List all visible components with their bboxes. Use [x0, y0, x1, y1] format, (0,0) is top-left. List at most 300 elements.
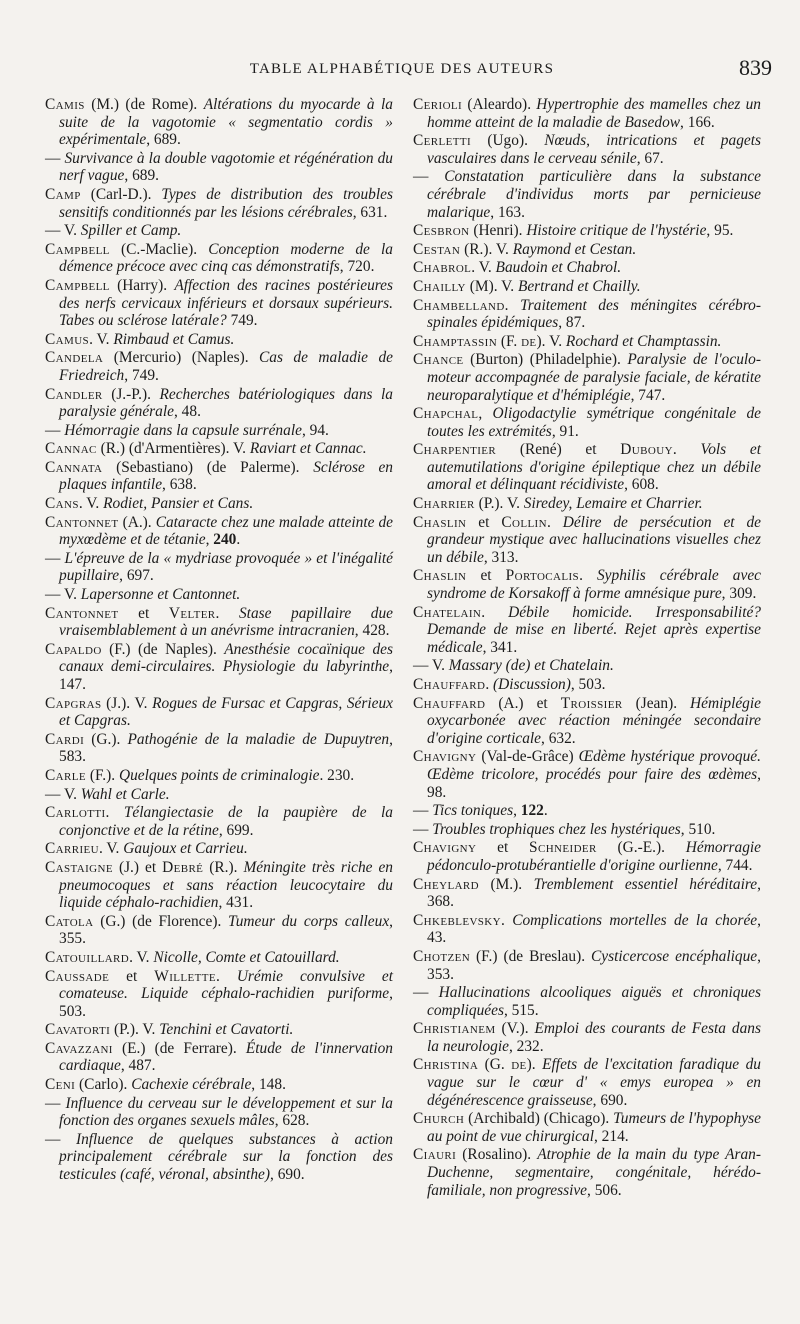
entry-text: (Mercurio) (Naples). [103, 349, 260, 367]
author-name: Castaigne [45, 858, 113, 876]
entry-text: , 749. [124, 366, 159, 384]
index-entry [413, 657, 761, 675]
index-entry [413, 821, 761, 839]
entry-text: , 690. [270, 1166, 305, 1184]
index-entry [413, 748, 761, 801]
index-entry [45, 605, 393, 640]
author-name: Catola [45, 912, 94, 930]
index-entry [413, 441, 761, 494]
author-name: Carlotti [45, 804, 106, 822]
entry-text: , 720. [339, 258, 375, 276]
article-title: Histoire critique de l'hystérie [526, 222, 707, 240]
article-title: Quelques points de criminalogie [118, 766, 320, 784]
index-entry [413, 241, 761, 259]
entry-text: (Henri). [469, 222, 527, 240]
entry-text: (R.). V. [460, 240, 513, 258]
entry-text: . V. [89, 330, 114, 348]
entry-text: , 510. [680, 820, 716, 838]
entry-text: (Carlo). [75, 1076, 132, 1094]
index-entry [45, 840, 393, 858]
index-entry [413, 1056, 761, 1109]
entry-text: , 341. [482, 638, 518, 656]
entry-text: . V. [471, 259, 496, 277]
article-title: Paralysie de l'oculo-moteur accompagnée de paralysie faciale, de kératite neuroparalytique et d'hémiplégie [427, 351, 761, 404]
index-entry [45, 96, 393, 149]
entry-text: . V. [129, 948, 154, 966]
article-title: Effets de l'excitation faradique du vague sur le cœur d' « emys europea » en dégénérescence graisseuse [427, 1056, 761, 1109]
entry-text: ). [526, 1056, 543, 1074]
index-column-right [413, 96, 761, 1200]
entry-text: . [546, 513, 563, 531]
entry-text: et [476, 839, 530, 857]
entry-text: , 309. [721, 585, 757, 603]
entry-text: — [45, 1094, 66, 1112]
article-title: Hémorragie dans la capsule surrénale [64, 421, 302, 439]
article-title: Étude de l'innervation cardiaque [59, 1039, 393, 1075]
index-entry [45, 514, 393, 549]
index-entry [45, 731, 393, 766]
entry-text: . [543, 802, 548, 820]
entry-text: et [118, 604, 169, 622]
article-title: Bertrand et Chailly. [517, 277, 641, 295]
index-entry [45, 241, 393, 276]
entry-text: (G.-E.). [596, 839, 686, 857]
author-name: Capgras [45, 694, 102, 712]
article-title: Télangiectasie de la paupière de la conjonctive et de la rétine [59, 804, 393, 839]
author-name: Christianem [413, 1020, 496, 1038]
article-title: Vols et autemutilations d'origine épileptique chez un débile amoral et délinquant récidiviste [427, 441, 761, 494]
author-name: Chaslin [413, 567, 467, 585]
author-name: Cantonnet [45, 604, 119, 622]
entry-text: , [478, 405, 493, 423]
author-name: Church [413, 1110, 465, 1128]
article-title: Pathogénie de la maladie de Dupuytren [127, 730, 390, 748]
entry-text: 749. [226, 312, 258, 330]
entry-text: . [672, 441, 701, 459]
entry-text: (Carl-D.). [80, 185, 162, 203]
article-title: Hypertrophie des mamelles chez un homme atteint de la maladie de Basedow [427, 96, 761, 131]
index-entry [45, 277, 393, 330]
index-entry [413, 984, 761, 1019]
entry-text: (Burton) (Philadelphie). [463, 351, 628, 369]
entry-text: — [45, 549, 65, 567]
article-title: Délire de persécution et de grandeur mystique avec hallucinations visuelles chez un débile [427, 513, 762, 566]
entry-text: (Ugo). [471, 132, 545, 150]
entry-text: (Val-de-Grâce) [476, 748, 579, 766]
index-entry [413, 604, 761, 657]
entry-text: , 506. [587, 1181, 622, 1199]
entry-text: et [466, 567, 506, 585]
index-entry [413, 351, 761, 404]
index-entry [45, 968, 393, 1021]
entry-text: (G.). [84, 730, 128, 748]
author-name: de [511, 1056, 527, 1074]
entry-text: , 428. [354, 622, 390, 640]
author-name: Willette [154, 967, 216, 985]
article-title: Rochard et Champtassin. [565, 332, 722, 350]
article-title: Traitement des méningites cérébro-spinales épidémiques [427, 296, 761, 332]
index-entry [413, 567, 761, 602]
index-entry [45, 331, 393, 349]
article-title: Tumeurs de l'hypophyse au point de vue chirurgical [427, 1110, 761, 1145]
article-title: Sclérose en plaques infantile [59, 458, 393, 494]
entry-text: , 744. [717, 856, 753, 874]
author-name: Schneider [529, 839, 597, 857]
author-name: Ciauri [413, 1146, 457, 1164]
article-title: Types de distribution des troubles sensitifs conditionnés par les lésions cérébrales [59, 185, 393, 221]
entry-text: (G.) (de Florence). [93, 912, 228, 930]
article-title: Lapersonne et Cantonnet. [80, 586, 241, 604]
entry-text: (G. [478, 1056, 512, 1074]
entry-text: , 368. [427, 875, 761, 911]
author-name: Ceni [45, 1076, 76, 1094]
entry-text: — [413, 802, 433, 820]
entry-text: (F.) (de Breslau). [470, 947, 592, 965]
author-name: Dubouy [620, 441, 673, 459]
entry-text: , 95. [706, 222, 734, 240]
entry-text: (M.) (de Rome). [84, 96, 204, 113]
entry-text: , 628. [274, 1112, 310, 1130]
author-name: Cavatorti [45, 1021, 111, 1039]
entry-text: . [215, 604, 239, 622]
author-name: Chkeblevsky [413, 911, 501, 929]
index-entry [45, 695, 393, 730]
index-entry [45, 186, 393, 221]
entry-text: . [236, 531, 241, 549]
article-title: (Discussion) [493, 676, 571, 693]
article-title: Emploi des courants de Festa dans la neurologie [427, 1020, 761, 1055]
entry-text: (R.) (d'Armentières). V. [96, 440, 250, 458]
entry-text: — V. [45, 586, 81, 604]
article-title: Débile homicide. Irresponsabilité? Demande de mise en liberté. Rejet après expertise médicale [427, 603, 761, 656]
entry-text: . [105, 804, 124, 822]
article-title: Cachexie cérébrale [131, 1076, 252, 1094]
index-entry [413, 912, 761, 947]
entry-text: ). V. [536, 332, 566, 350]
author-name: Cheylard [413, 875, 480, 893]
entry-text: (F.). [86, 766, 119, 784]
article-title: Gaujoux et Carrieu. [123, 840, 248, 858]
entry-text: (Harry). [109, 276, 175, 294]
author-name: Cavazzani [45, 1039, 113, 1057]
page-number: 839 [739, 55, 772, 80]
author-name: Chauffard [413, 694, 486, 712]
index-entry [45, 767, 393, 785]
article-title: Hémiplégie oxycarbonée avec réaction méningée secondaire d'origine corticale [427, 694, 761, 747]
entry-text: (Jean). [622, 694, 691, 712]
index-entry [413, 876, 761, 911]
index-entry [413, 132, 761, 167]
article-title: Influence du cerveau sur le développement et sur la fonction des organes sexuels mâles [59, 1094, 393, 1130]
index-entry [45, 804, 393, 839]
entry-text: , 699. [218, 821, 254, 839]
author-name: Chailly [413, 277, 466, 295]
index-entry [413, 259, 761, 277]
index-entry [45, 1021, 393, 1039]
index-entry [413, 168, 761, 221]
entry-text: — [45, 149, 65, 167]
author-name: Chotzen [413, 947, 471, 965]
entry-text: . [481, 603, 509, 621]
author-name: Catouillard [45, 948, 130, 966]
entry-text: . [501, 911, 513, 929]
author-name: Candela [45, 349, 104, 367]
entry-text: , 147. [59, 658, 393, 693]
index-entry [45, 1095, 393, 1130]
author-name: Cerioli [413, 96, 463, 113]
index-entry [45, 550, 393, 585]
entry-text: , 232. [508, 1037, 544, 1055]
entry-text: , 431. [218, 894, 254, 912]
author-name: Cerletti [413, 132, 472, 150]
entry-text: (Aleardo). [462, 96, 537, 113]
entry-text: (V.). [495, 1020, 535, 1038]
article-title: Rogues de Fursac et Capgras, Sérieux et Capgras. [59, 694, 393, 730]
article-title: Œdème hystérique provoqué. Œdème tricolore, procédés pour faire des œdèmes [427, 748, 761, 783]
index-entry [413, 333, 761, 351]
entry-text: (R.). [203, 858, 244, 876]
author-name: Charrier [413, 495, 475, 513]
author-name: Chatelain [413, 603, 482, 621]
article-title: Tremblement essentiel héréditaire [533, 875, 758, 893]
entry-text: , 48. [173, 403, 201, 421]
article-title: Tenchini et Cavatorti. [159, 1021, 294, 1039]
index-entry [413, 297, 761, 332]
author-name: de [521, 332, 537, 350]
entry-text: (F.) (de Naples). [101, 640, 225, 658]
running-title: TABLE ALPHABÉTIQUE DES AUTEURS [249, 61, 555, 77]
entry-text: (P.). V. [474, 495, 524, 513]
author-name: Chavigny [413, 748, 477, 766]
index-entry [45, 1131, 393, 1184]
entry-text: (A.). [118, 513, 156, 531]
entry-text: , 632. [541, 729, 576, 747]
page-header [32, 55, 772, 85]
entry-text: , 67. [636, 149, 664, 167]
entry-text: (C.-Maclie). [109, 240, 209, 258]
index-entry [413, 278, 761, 296]
entry-text: , 690. [592, 1091, 628, 1109]
article-title: Rodiet, Pansier et Cans. [103, 495, 254, 513]
entry-text: (Sebastiano) (de Palerme). [102, 458, 314, 476]
author-name: Cannac [45, 440, 97, 458]
entry-text: (J.-P.). [102, 385, 160, 403]
entry-text: , 355. [59, 912, 394, 948]
article-title: Spiller et Camp. [80, 222, 182, 240]
index-entry [413, 802, 761, 820]
author-name: Camus [45, 330, 90, 348]
entry-text: — [413, 984, 439, 1002]
index-entry [45, 1076, 393, 1094]
entry-text: , 87. [558, 314, 586, 332]
article-title: Anesthésie cocaïnique des canaux demi-circulaires. Physiologie du labyrinthe [59, 640, 393, 676]
author-name: Capaldo [45, 640, 102, 658]
author-name: Chauffard [413, 676, 486, 693]
article-title: Massary (de) et Chatelain. [448, 657, 614, 675]
author-name: Chambelland [413, 296, 505, 314]
index-entry [45, 913, 393, 948]
entry-text: (Archibald) (Chicago). [464, 1110, 614, 1128]
author-name: Camis [45, 96, 85, 113]
article-title: Altérations du myocarde à la suite de la vagotomie « segmentatio cordis » expérimentale [59, 96, 393, 149]
entry-text: , 747. [630, 386, 666, 404]
index-entry [413, 96, 761, 131]
entry-text: — V. [45, 222, 81, 240]
article-title: Conception moderne de la démence précoce avec cinq cas démonstratifs [59, 240, 393, 276]
entry-text: , 163. [490, 203, 525, 221]
index-entry [413, 1146, 761, 1199]
index-entry [45, 386, 393, 421]
article-title: Nicolle, Comte et Catouillard. [153, 948, 340, 966]
index-entry [45, 150, 393, 185]
author-name: Debré [162, 858, 204, 876]
page-ref-bold: 122 [520, 802, 544, 820]
entry-text: . V. [99, 840, 124, 858]
entry-text: (A.) et [485, 694, 561, 712]
entry-text: , 697. [119, 567, 154, 585]
index-entry [45, 495, 393, 513]
entry-text: , 631. [352, 203, 388, 221]
index-column-left [45, 96, 393, 1185]
entry-text: . [485, 676, 494, 693]
index-entry [413, 405, 761, 440]
entry-text: , 166. [680, 113, 715, 131]
index-entry [413, 495, 761, 513]
index-entry [413, 676, 761, 694]
page-ref-bold: 240 [213, 531, 237, 549]
author-name: Cans [45, 495, 79, 513]
article-title: Hémorragie pédonculo-protubérantielle d'origine ourlienne [427, 839, 761, 874]
index-entry [45, 440, 393, 458]
entry-text: . [215, 967, 237, 985]
entry-text: , 689. [124, 167, 160, 185]
index-entry [413, 514, 761, 567]
article-title: Constatation particulière dans la substance cérébrale d'individus morts par pernicieuse malarique [427, 168, 761, 221]
article-title: Siredey, Lemaire et Charrier. [523, 495, 703, 513]
author-name: Campbell [45, 240, 110, 258]
index-entry [413, 1020, 761, 1055]
author-name: Chabrol [413, 259, 472, 277]
entry-text: , 583. [59, 730, 393, 766]
article-title: Cataracte chez une malade atteinte de myxœdème et de tétanie [59, 513, 393, 549]
entry-text: (J.). V. [101, 694, 153, 712]
index-entry [45, 1040, 393, 1075]
author-name: Cantonnet [45, 513, 119, 531]
entry-text: (F. [497, 332, 522, 350]
entry-text: , 148. [251, 1076, 286, 1094]
author-name: Troissier [560, 694, 623, 712]
entry-text: , 94. [301, 421, 329, 439]
author-name: Chance [413, 351, 464, 369]
entry-text: , 214. [593, 1127, 629, 1145]
entry-text: , 689. [146, 131, 181, 149]
entry-text: . V. [78, 495, 104, 513]
article-title: Raviart et Cannac. [249, 440, 367, 458]
index-entry [45, 422, 393, 440]
article-title: Atrophie de la main du type Aran-Duchenne, segmentaire, congénitale, hérédo-familiale, non progressive [427, 1146, 761, 1199]
author-name: Carle [45, 766, 86, 784]
author-name: Cesbron [413, 222, 470, 240]
author-name: Cardi [45, 730, 85, 748]
entry-text: — [413, 820, 433, 838]
author-name: Portocalis [505, 567, 580, 585]
author-name: Campbell [45, 276, 110, 294]
index-entry [45, 459, 393, 494]
entry-text: , [205, 531, 214, 549]
entry-text: , 313. [483, 548, 519, 566]
entry-text: . [579, 567, 597, 585]
index-entry [413, 1110, 761, 1145]
entry-text: (J.) et [112, 858, 163, 876]
article-title: Affection des racines postérieures des nerfs cervicaux inférieurs et dorsaux supérieurs. Tabes ou sclérose latérale? [59, 276, 393, 330]
entry-text: et [109, 967, 155, 985]
article-title: Baudoin et Chabrol. [495, 259, 622, 277]
entry-text: et [466, 513, 502, 531]
author-name: Chaslin [413, 513, 467, 531]
entry-text: , 503. [59, 985, 393, 1020]
entry-text: (M.). [479, 875, 534, 893]
index-entry [413, 695, 761, 748]
entry-text: (Rosalino). [456, 1146, 538, 1164]
author-name: Carrieu [45, 840, 100, 858]
article-title: Influence de quelques substances à action principalement cérébrale sur la fonction des testicules (café, véronal, absinthe) [59, 1130, 393, 1184]
entry-text: , 608. [624, 476, 659, 494]
entry-text: — [45, 421, 65, 439]
entry-text: (M). V. [465, 277, 518, 295]
article-title: Hallucinations alcooliques aiguës et chroniques compliquées [427, 984, 761, 1019]
article-title: Rimbaud et Camus. [113, 330, 235, 348]
index-entry [413, 948, 761, 983]
article-title: L'épreuve de la « mydriase provoquée » et l'inégalité pupillaire [59, 549, 393, 585]
article-title: Tumeur du corps calleux [228, 912, 390, 930]
entry-text: (P.). V. [110, 1021, 160, 1039]
entry-text: , 515. [503, 1001, 539, 1019]
entry-text: , 503. [570, 676, 606, 693]
article-title: Raymond et Cestan. [512, 240, 637, 258]
article-title: Méningite très riche en pneumocoques et sans réaction leucocytaire du liquide céphalo-rachidien [59, 858, 393, 912]
index-entry [45, 949, 393, 967]
entry-text: — V. [413, 657, 449, 675]
entry-text: , 91. [551, 422, 579, 440]
author-name: Chapchal [413, 405, 479, 423]
author-name: Chavigny [413, 839, 477, 857]
article-title: Urémie convulsive et comateuse. Liquide céphalo-rachidien puriforme [59, 967, 393, 1003]
article-title: Stase papillaire due vraisemblablement à un anévrisme intracranien [59, 604, 393, 640]
entry-text: , [513, 802, 521, 820]
entry-text: — [45, 1130, 76, 1148]
author-name: Cestan [413, 240, 461, 258]
entry-text: (René) et [496, 441, 621, 459]
author-name: Candler [45, 385, 103, 403]
article-title: Survivance à la double vagotomie et régénération du nerf vague [59, 149, 393, 185]
article-title: Complications mortelles de la chorée [512, 911, 758, 929]
author-name: Caussade [45, 967, 110, 985]
article-title: Cas de maladie de Friedreich [59, 349, 393, 384]
entry-text: , 638. [162, 476, 197, 494]
article-title: Syphilis cérébrale avec syndrome de Korsakoff à forme amnésique pure [427, 567, 761, 603]
article-title: Wahl et Carle. [80, 785, 170, 803]
entry-text: , 43. [427, 911, 761, 947]
entry-text: (E.) (de Ferrare). [112, 1039, 246, 1057]
author-name: Christina [413, 1056, 479, 1074]
index-entry [45, 349, 393, 384]
entry-text: . 230. [319, 766, 355, 784]
author-name: Champtassin [413, 332, 498, 350]
entry-text: — V. [45, 785, 81, 803]
article-title: Cysticercose encéphalique [591, 947, 758, 965]
author-name: Charpentier [413, 441, 497, 459]
entry-text: , 487. [120, 1057, 156, 1075]
